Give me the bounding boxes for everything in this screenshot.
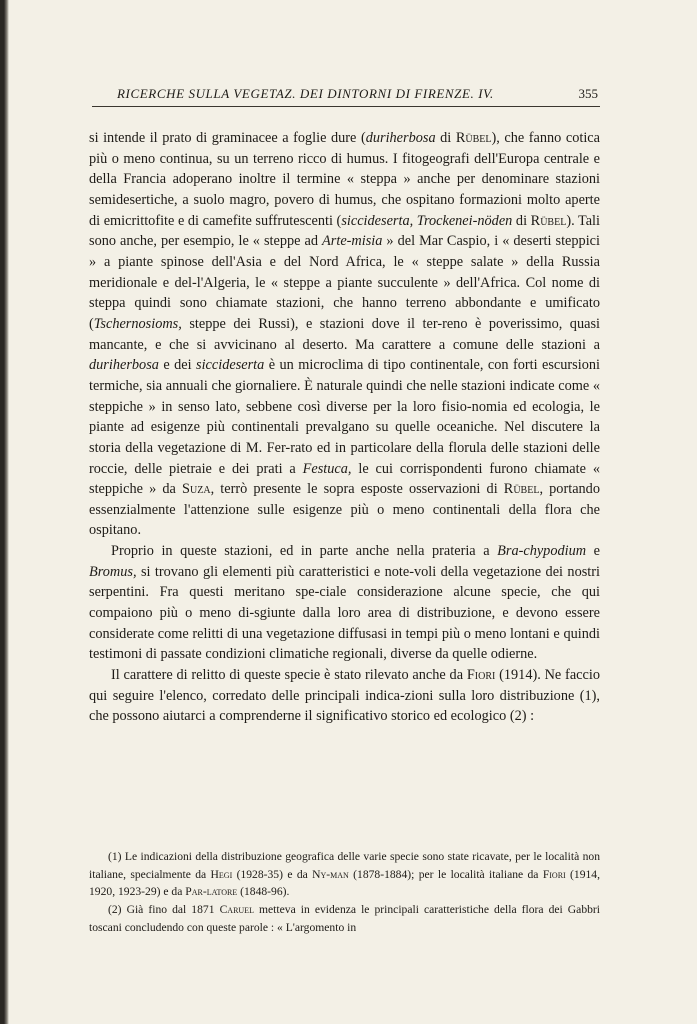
italic-term: Tschernosioms,: [93, 315, 182, 332]
text-run: e dei: [158, 357, 197, 374]
text-run: » del Mar Caspio, i « deserti steppici » a piante spinose dell'Asia e del Nord Africa, le « steppe salate » della Russia meridionale e del-l'Algeria, le « steppe a piante succulente » dell'Africa. Col nome di steppa quindi sono chiamate stazioni, che hanno terreno abbondante e umificato (: [89, 233, 600, 332]
text-run: (2) Già fino dal 1871: [108, 903, 220, 917]
text-run: si intende il prato di graminacee a foglie dure (: [89, 130, 366, 146]
text-run: si trovano gli elementi più caratteristici e note-voli della vegetazione dei nostri serpentini. Fra questi meritano spe-ciale considerazione alcune specie, che qui compaiono più o meno di-sgiunte dalla loro area di distribuzione, e devono essere considerate come relitti di una vegetazione diffusasi in tempi più o meno lontani e quindi testimoni di passate condizioni climatiche regionali, diverse da quelle odierne.: [89, 563, 600, 663]
footnote-2: [89, 901, 600, 936]
paragraph-3: [89, 665, 600, 727]
text-run: metteva in evidenza le principali caratteristiche della flora dei Gabbri toscani concludendo con queste parole : « L'argomento in: [89, 903, 600, 934]
text-run: e: [586, 543, 600, 560]
author-name: Fiori: [542, 867, 566, 881]
author-name: Par-latore: [185, 885, 238, 899]
text-run: è un microclima di tipo continentale, con forti escursioni termiche, sia annuali che giornaliere. È naturale quindi che nelle stazioni indicate come « steppiche » in senso lato, sebbene così diverse per la loro fisio-nomia ed ecologia, le piante ad esigenze più continentali prevalgano su quelle oceaniche. Nel discutere la storia della vegetazione di M. Fer-rato ed in particolare della florula delle stazioni delle roccie, delle pietraie e dei prati a: [89, 357, 600, 477]
text-run: (1848-96).: [237, 885, 290, 899]
main-text: [89, 128, 600, 727]
author-name: Fiori: [466, 667, 496, 684]
author-name: Hegi: [210, 867, 233, 881]
author-name: Rübel: [530, 212, 567, 229]
text-run: , portando essenzialmente l'attenzione sulle esigenze più o meno continentali della flora che ospitano.: [89, 481, 600, 539]
text-run: (1914). Ne faccio qui seguire l'elenco, corredato delle principali indica-zioni sulla loro distribuzione (1), che possono aiutarci a comprenderne il significativo storico ed ecologico (2) :: [89, 667, 600, 725]
author-name: Suza: [182, 481, 211, 498]
text-run: , terrò presente le sopra esposte osservazioni di: [210, 481, 504, 498]
text-run: (1) Le indicazioni della distribuzione geografica delle varie specie sono state ricavate, per le località non italiane, specialmente da: [89, 850, 600, 881]
footnote-1: [89, 848, 600, 901]
text-run: (1878-1884); per le località italiane da: [348, 867, 543, 881]
text-run: (1928-35) e da: [232, 867, 313, 881]
text-run: di: [435, 130, 456, 146]
text-run: di: [512, 212, 531, 229]
text-run: Il carattere di relitto di queste specie è stato rilevato anche da: [111, 667, 467, 684]
running-title: RICERCHE SULLA VEGETAZ. DEI DINTORNI DI FIRENZE. IV.: [117, 86, 494, 101]
italic-term: Bra-chypodium: [497, 543, 587, 560]
running-header: [92, 86, 600, 107]
italic-term: Festuca,: [302, 460, 352, 477]
italic-term: siccideserta, Trockenei-nöden: [341, 212, 513, 229]
paragraph-1: [89, 128, 600, 541]
italic-term: duriherbosa: [365, 130, 436, 146]
author-name: Caruel: [219, 903, 254, 917]
italic-term: Arte-misia: [322, 233, 383, 250]
book-binding-edge: [0, 0, 9, 1024]
text-run: Proprio in queste stazioni, ed in parte anche nella prateria a: [111, 543, 498, 560]
text-run: steppe dei Russi), e stazioni dove il ter-reno è poverissimo, quasi mancante, e che si avvicinano al deserto. Ma carattere a comune delle stazioni a: [89, 315, 600, 353]
text-run: (1914, 1920, 1923-29) e da: [89, 867, 601, 899]
italic-term: duriherbosa: [89, 357, 159, 374]
author-name: Rübel: [503, 481, 540, 498]
text-run: ), che fanno cotica più o meno continua, su un terreno ricco di humus. I fitogeografi dell'Europa centrale e della Francia adoperano inoltre il termine « steppa » anche per denominare stazioni semidesertiche, a suolo magro, povero di humus, che ospitano formazioni molto aperte di emicrittofite e di camefite suffrutescenti (: [89, 130, 600, 229]
author-name: Ny-man: [312, 867, 349, 881]
paragraph-2: [89, 541, 600, 665]
italic-term: siccideserta: [196, 357, 265, 374]
text-run: le cui corrispondenti furono chiamate « steppiche » da: [89, 460, 600, 498]
footnotes: [89, 848, 600, 937]
page-number: 355: [578, 86, 598, 101]
text-run: ). Tali sono anche, per esempio, le « steppe ad: [89, 212, 601, 250]
italic-term: Bromus,: [89, 563, 137, 580]
author-name: Rübel: [455, 130, 492, 146]
